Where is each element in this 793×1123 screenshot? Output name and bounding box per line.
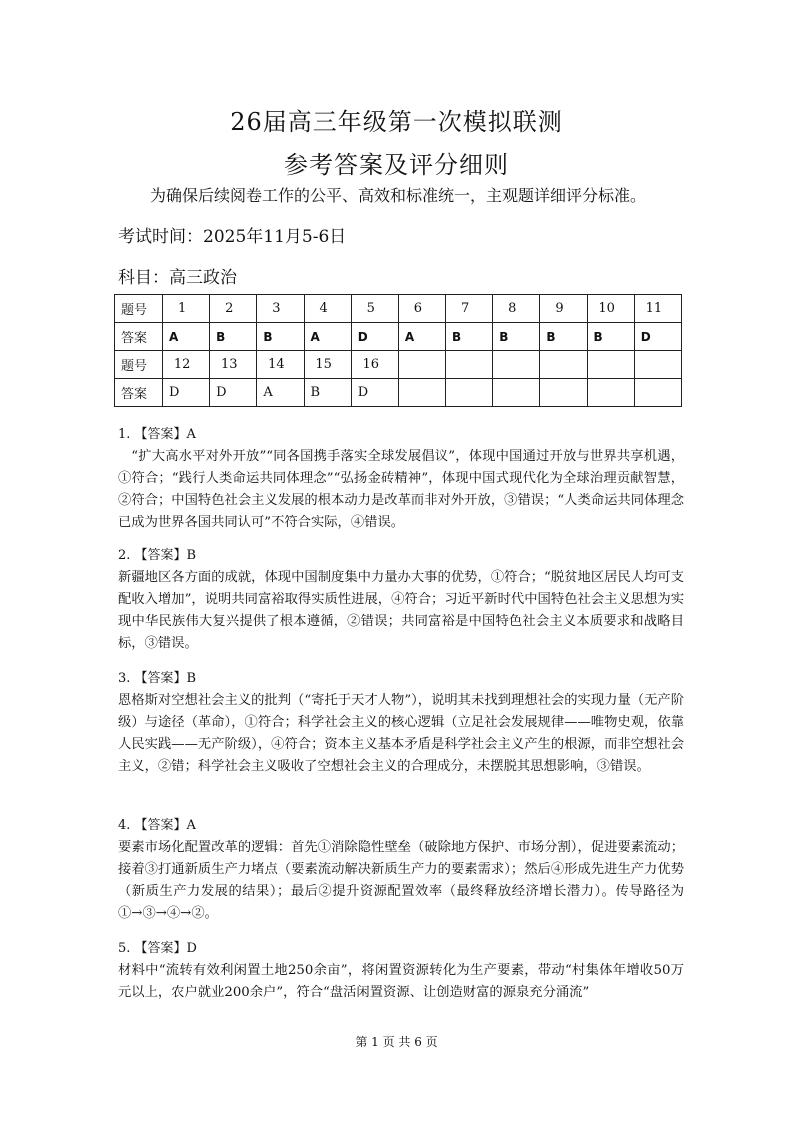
answer-cell: B	[540, 323, 587, 351]
question-number-cell: 10	[587, 295, 634, 323]
empty-cell	[398, 379, 445, 407]
question-number-cell: 3	[257, 295, 304, 323]
empty-cell	[587, 351, 634, 379]
answer-cell: D	[634, 323, 681, 351]
question-block-1	[118, 424, 684, 534]
table-row-numbers-1	[115, 295, 682, 323]
empty-cell	[446, 379, 493, 407]
page-footer: 第 1 页 共 6 页	[355, 1035, 438, 1049]
answer-table	[114, 294, 682, 407]
table-label-question: 题号	[115, 295, 163, 323]
question-body: 要素市场化配置改革的逻辑：首先①消除隐性壁垒（破除地方保护、市场分割），促进要素流动；接着③打通新质生产力堵点（要素流动解决新质生产力的要素需求）；然后④形成先进生产力优势（新质生产力发展的结果）；最后②提升资源配置效率（最终释放经济增长潜力）。传导路径为①→③→④→②。	[118, 840, 684, 921]
question-body: “扩大高水平对外开放”“同各国携手落实全球发展倡议”，体现中国通过开放与世界共享机遇，①符合；“践行人类命运共同体理念”“弘扬金砖精神”，体现中国式现代化为全球治理贡献智慧，②符合；中国特色社会主义发展的根本动力是改革而非对外开放，③错误；“人类命运共同体理念已成为世界各国共同认可”不符合实际，④错误。	[118, 449, 684, 530]
question-head: 4. 【答案】A	[118, 818, 196, 833]
question-number-cell: 12	[163, 351, 210, 379]
table-label-answer: 答案	[115, 323, 163, 351]
empty-cell	[634, 379, 681, 407]
question-body: 新疆地区各方面的成就，体现中国制度集中力量办大事的优势，①符合；“脱贫地区居民人均可支配收入增加”，说明共同富裕取得实质性进展，④符合；习近平新时代中国特色社会主义思想为实现中华民族伟大复兴提供了根本遵循，②错误；共同富裕是中国特色社会主义本质要求和战略目标，③错误。	[118, 570, 684, 651]
empty-cell	[446, 351, 493, 379]
question-number-cell: 8	[493, 295, 540, 323]
question-number-cell: 16	[351, 351, 398, 379]
empty-cell	[540, 351, 587, 379]
answer-cell: A	[257, 379, 304, 407]
empty-cell	[540, 379, 587, 407]
empty-cell	[493, 351, 540, 379]
question-body: 材料中“流转有效利闲置土地250余亩”，将闲置资源转化为生产要素，带动“村集体年增收50万元以上，农户就业200余户”，符合“盘活闲置资源、让创造财富的源泉充分涌流”	[118, 963, 684, 1000]
answer-cell: D	[163, 379, 210, 407]
answer-cell: B	[257, 323, 304, 351]
table-label-answer: 答案	[115, 379, 163, 407]
exam-time: 考试时间：2025年11月5-6日	[118, 227, 347, 247]
answer-cell: A	[163, 323, 210, 351]
question-number-cell: 5	[351, 295, 398, 323]
question-body: 恩格斯对空想社会主义的批判（“寄托于天才人物”），说明其未找到理想社会的实现力量（无产阶级）与途径（革命），①符合；科学社会主义的核心逻辑（立足社会发展规律——唯物史观，依靠人民实践——无产阶级），④符合；资本主义基本矛盾是科学社会主义产生的根源，而非空想社会主义，②错；科学社会主义吸收了空想社会主义的合理成分，未摆脱其思想影响，③错误。	[118, 693, 684, 774]
question-number-cell: 9	[540, 295, 587, 323]
answer-cell: B	[210, 323, 257, 351]
answer-cell: B	[304, 379, 351, 407]
question-number-cell: 6	[398, 295, 445, 323]
answer-cell: B	[446, 323, 493, 351]
question-head: 2. 【答案】B	[118, 548, 197, 563]
subject: 科目：高三政治	[118, 268, 237, 288]
question-head: 3. 【答案】B	[118, 671, 197, 686]
document-title: 26届高三年级第一次模拟联测	[230, 108, 563, 136]
question-block-4	[118, 815, 684, 925]
question-number-cell: 2	[210, 295, 257, 323]
empty-cell	[634, 351, 681, 379]
answer-cell: D	[351, 323, 398, 351]
document-subtitle: 参考答案及评分细则	[284, 151, 509, 179]
table-row-numbers-2	[115, 351, 682, 379]
question-block-3	[118, 668, 684, 778]
answer-cell: A	[398, 323, 445, 351]
table-row-answers-2	[115, 379, 682, 407]
question-number-cell: 13	[210, 351, 257, 379]
answer-cell: B	[587, 323, 634, 351]
answer-cell: A	[304, 323, 351, 351]
question-number-cell: 15	[304, 351, 351, 379]
question-number-cell: 14	[257, 351, 304, 379]
empty-cell	[587, 379, 634, 407]
table-label-question: 题号	[115, 351, 163, 379]
answer-cell: B	[493, 323, 540, 351]
table-row-answers-1	[115, 323, 682, 351]
intro-text: 为确保后续阅卷工作的公平、高效和标准统一，主观题详细评分标准。	[150, 186, 647, 205]
question-number-cell: 11	[634, 295, 681, 323]
answer-cell: D	[210, 379, 257, 407]
question-number-cell: 1	[163, 295, 210, 323]
question-block-5	[118, 938, 684, 1004]
question-head: 1. 【答案】A	[118, 427, 196, 442]
question-number-cell: 4	[304, 295, 351, 323]
question-number-cell: 7	[446, 295, 493, 323]
question-block-2	[118, 545, 684, 655]
empty-cell	[493, 379, 540, 407]
question-head: 5. 【答案】D	[118, 941, 197, 956]
empty-cell	[398, 351, 445, 379]
answer-cell: D	[351, 379, 398, 407]
